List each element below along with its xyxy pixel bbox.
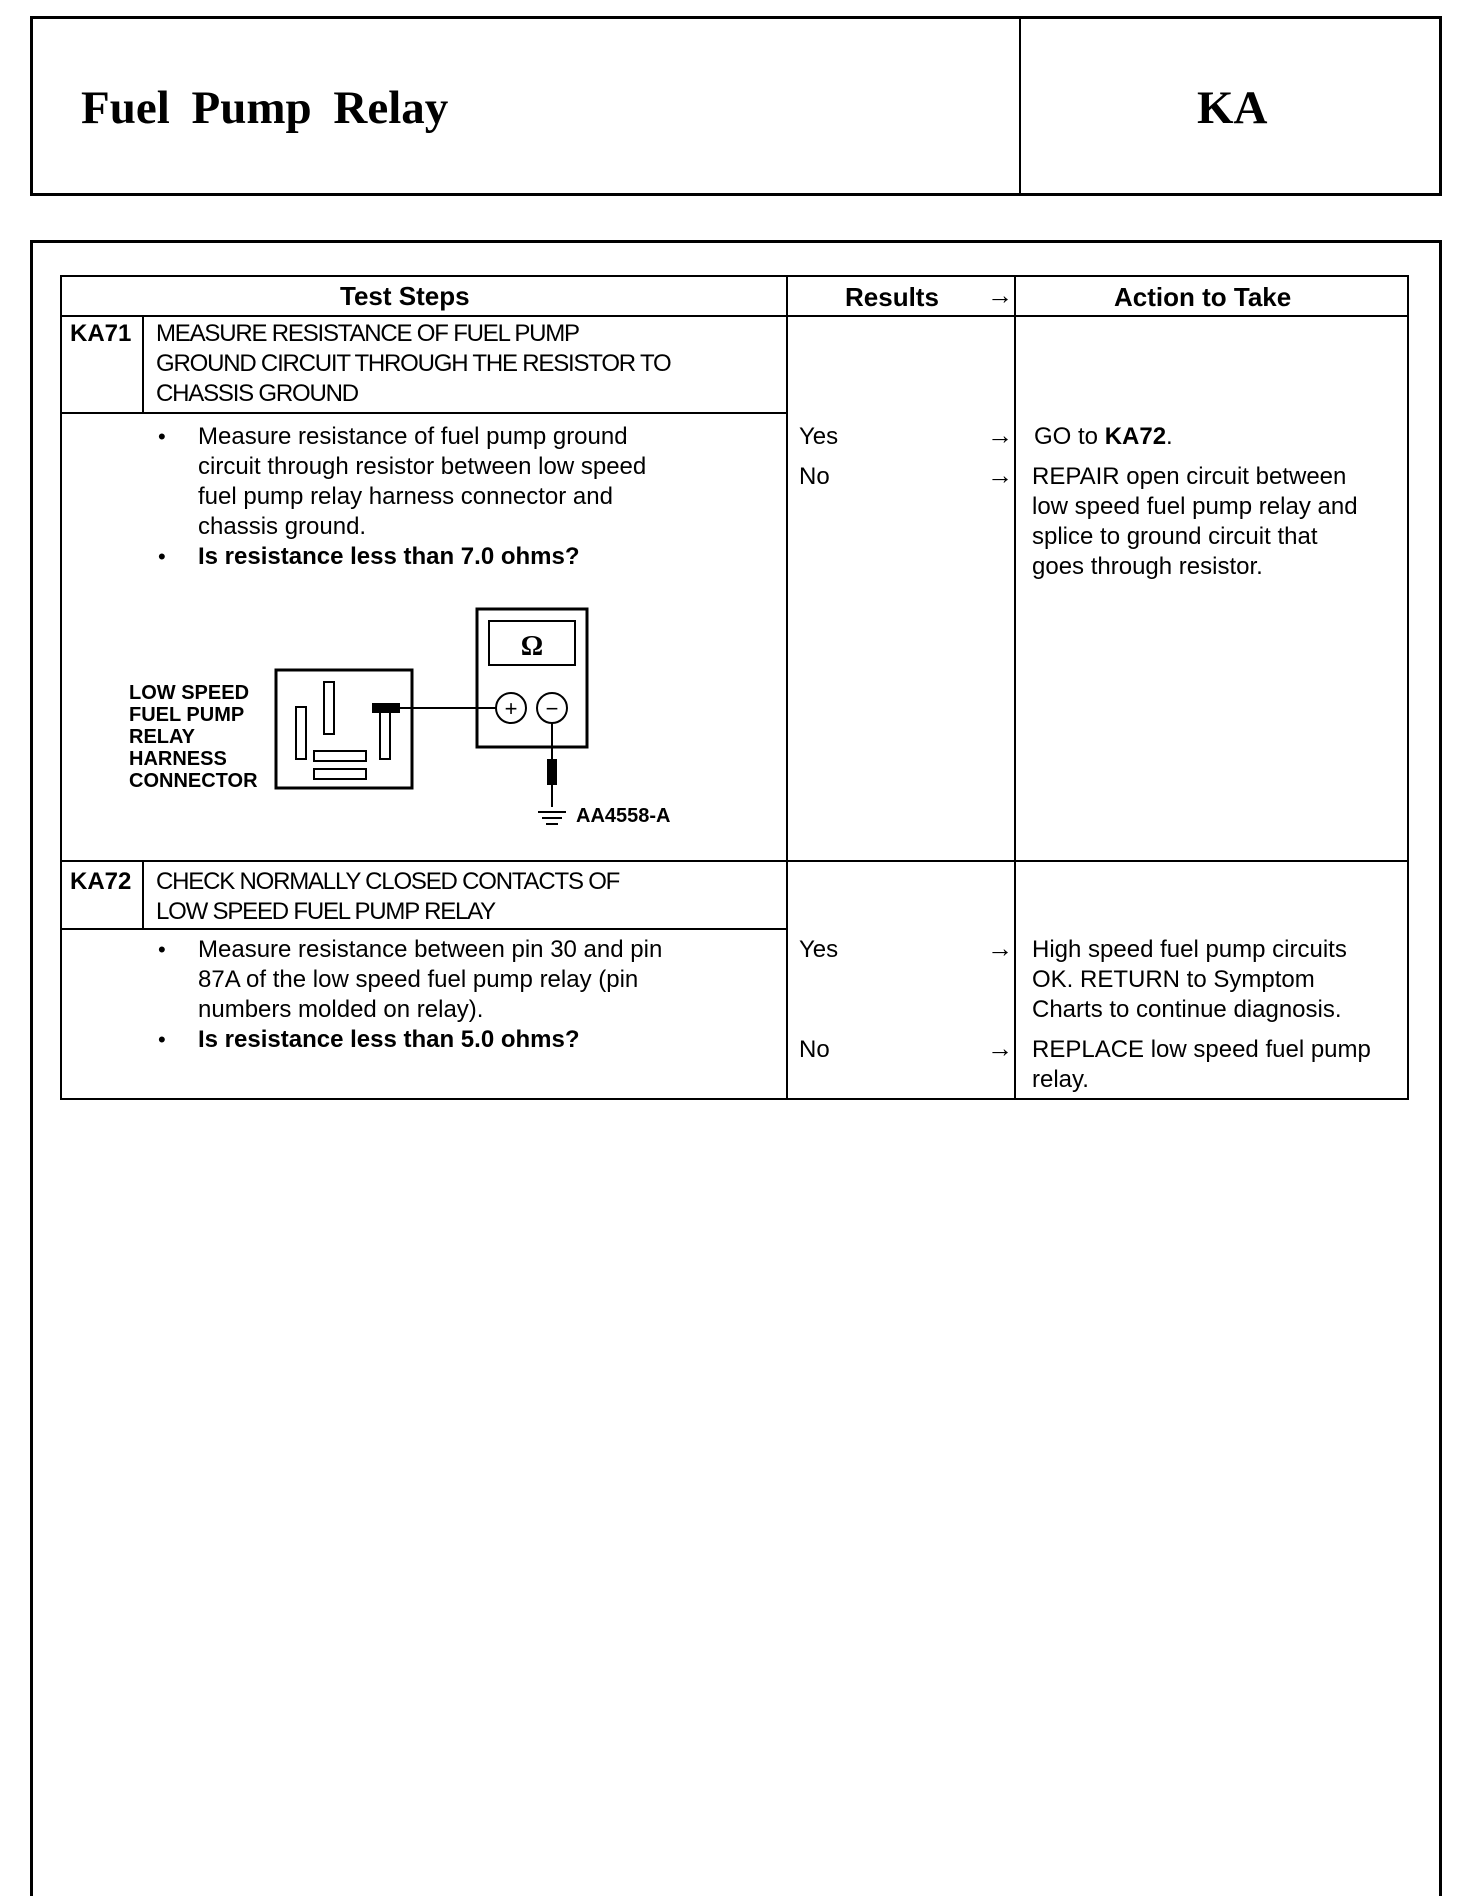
plus-sign: + [504, 696, 518, 721]
bullet-icon: • [158, 1027, 166, 1052]
result-arrow: → [987, 460, 1013, 490]
header-arrow: → [987, 280, 1013, 310]
step-question: Is resistance less than 7.0 ohms? [198, 543, 580, 570]
diagram-label-line: HARNESS [129, 748, 227, 770]
step-title-line: CHASSIS GROUND [156, 380, 358, 407]
result-label: No [799, 1036, 830, 1063]
diagram-label-line: LOW SPEED [129, 682, 250, 704]
step-id: KA72 [70, 868, 132, 895]
diagnostic-table [60, 275, 1409, 1100]
result-arrow: → [987, 420, 1013, 450]
diagram-label-line: RELAY [129, 726, 195, 748]
step-title-line: MEASURE RESISTANCE OF FUEL PUMP [156, 320, 579, 347]
result-action-line: High speed fuel pump circuits [1032, 936, 1347, 963]
page-title: Fuel Pump Relay [81, 82, 449, 134]
page-header [30, 16, 1442, 196]
header-action: Action to Take [1114, 282, 1292, 312]
instruction-line: Measure resistance between pin 30 and pin [198, 936, 663, 963]
connector-pin [314, 769, 366, 779]
connector-pin [324, 682, 334, 734]
result-action-line: relay. [1032, 1066, 1089, 1093]
action-column-rule [1014, 277, 1016, 1098]
result-arrow: → [987, 933, 1013, 963]
instruction-line: 87A of the low speed fuel pump relay (pin [198, 966, 639, 993]
result-action-line: REPLACE low speed fuel pump [1032, 1036, 1371, 1063]
instruction-line: numbers molded on relay). [198, 996, 484, 1023]
header-rule [62, 315, 1407, 317]
diagram-label-line: FUEL PUMP [129, 704, 245, 726]
connector-pin [296, 707, 306, 759]
step-title-line: CHECK NORMALLY CLOSED CONTACTS OF [156, 868, 620, 895]
step-question: Is resistance less than 5.0 ohms? [198, 1026, 580, 1053]
results-column-rule [786, 277, 788, 1098]
instruction-line: circuit through resistor between low speed [198, 453, 647, 480]
ground-probe [547, 759, 557, 785]
ka72-id-rule [142, 860, 144, 928]
bullet-icon: • [158, 544, 166, 569]
step-separator [62, 860, 1407, 862]
result-action-line: low speed fuel pump relay and [1032, 493, 1358, 520]
ohmmeter-body [477, 609, 587, 747]
result-label: Yes [799, 936, 839, 963]
section-code: KA [1197, 82, 1268, 134]
meter-diagram [272, 607, 671, 857]
minus-sign: − [545, 696, 559, 721]
result-action: GO to KA72. [1034, 423, 1173, 450]
instruction-line: chassis ground. [198, 513, 367, 540]
header-results: Results [845, 282, 939, 312]
diagram-label-line: CONNECTOR [129, 770, 258, 792]
step-id: KA71 [70, 320, 132, 347]
instruction-line: Measure resistance of fuel pump ground [198, 423, 628, 450]
header-divider [1019, 19, 1021, 193]
result-action-line: splice to ground circuit that [1032, 523, 1318, 550]
result-action-line: REPAIR open circuit between [1032, 463, 1347, 490]
ka72-title-rule [62, 928, 786, 930]
result-label: Yes [799, 423, 839, 450]
connector-pin [380, 707, 390, 759]
probe-tip [372, 703, 400, 713]
result-action-line: Charts to continue diagnosis. [1032, 996, 1342, 1023]
figure-id: AA4558-A [576, 805, 671, 827]
connector-pin [314, 751, 366, 761]
ka71-id-rule [142, 315, 144, 412]
step-title-line: GROUND CIRCUIT THROUGH THE RESISTOR TO [156, 350, 671, 377]
instruction-line: fuel pump relay harness connector and [198, 483, 613, 510]
result-arrow: → [987, 1033, 1013, 1063]
bullet-icon: • [158, 424, 166, 449]
result-label: No [799, 463, 830, 490]
step-title-line: LOW SPEED FUEL PUMP RELAY [156, 898, 495, 925]
ka71-title-rule [62, 412, 786, 414]
ohm-symbol: Ω [520, 631, 544, 662]
bullet-icon: • [158, 937, 166, 962]
result-action-line: OK. RETURN to Symptom [1032, 966, 1315, 993]
header-test-steps: Test Steps [340, 281, 470, 311]
result-action-line: goes through resistor. [1032, 553, 1263, 580]
